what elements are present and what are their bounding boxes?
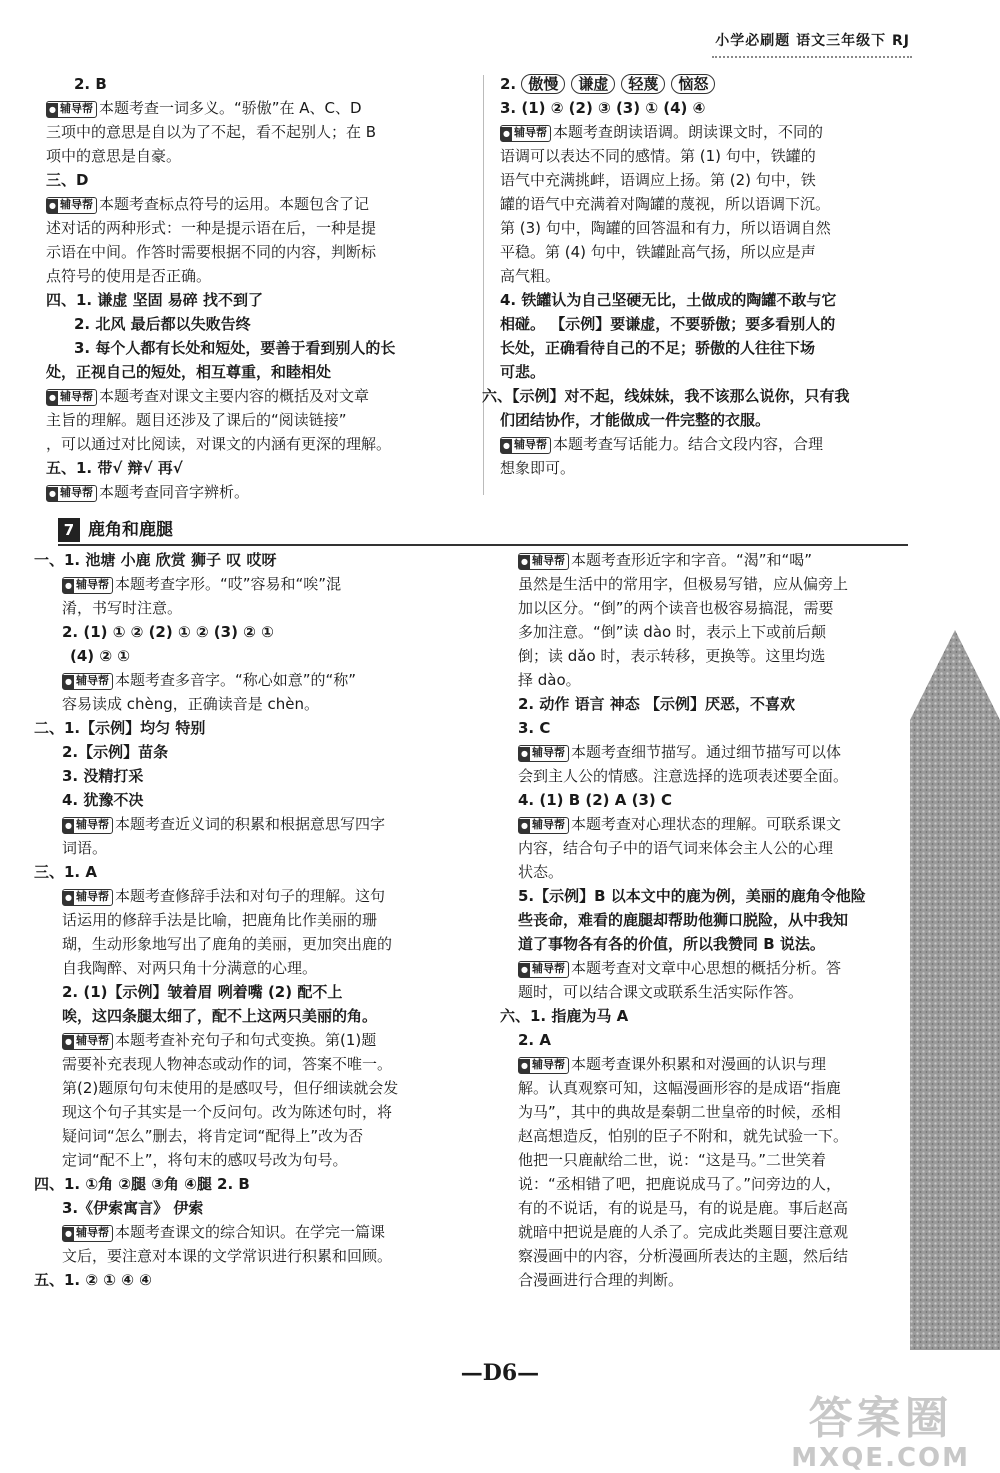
tutor-tag: ● 辅导帮 xyxy=(518,553,569,570)
line-text: (4) ② ① xyxy=(70,647,130,665)
line-text: 词语。 xyxy=(62,839,108,857)
line-text: 三、D xyxy=(46,171,89,189)
tutor-tag: ● 辅导帮 xyxy=(518,817,569,834)
answer-line xyxy=(34,548,474,572)
line-text: 五、1. ② ① ④ ④ xyxy=(34,1271,152,1289)
top-left-column xyxy=(46,72,471,504)
tutor-tag: ● 辅导帮 xyxy=(62,577,113,594)
line-text: 解。认真观察可知，这幅漫画形容的是成语“指鹿 xyxy=(518,1079,841,1097)
answer-line xyxy=(34,1076,474,1100)
line-text: 本题考查课文的综合知识。在学完一篇课 xyxy=(114,1223,385,1241)
line-text: 点符号的使用是否正确。 xyxy=(46,267,212,285)
line-text: 2. B xyxy=(74,75,107,93)
line-text: 可悲。 xyxy=(500,363,546,381)
line-text: 虽然是生活中的常用字，但极易写错，应从偏旁上 xyxy=(518,575,849,593)
answer-line xyxy=(518,1076,918,1100)
answer-chip: 恼怒 xyxy=(671,74,715,94)
answer-line xyxy=(34,1124,474,1148)
answer-line xyxy=(518,692,918,716)
answer-line xyxy=(518,620,918,644)
line-text: 本题考查形近字和字音。“渴”和“喝” xyxy=(570,551,813,569)
answer-line xyxy=(500,456,920,480)
tutor-tag: ● 辅导帮 xyxy=(46,197,97,214)
line-text: 本题考查修辞手法和对句子的理解。这句 xyxy=(114,887,385,905)
line-text: 2. 北风 最后都以失败告终 xyxy=(74,315,251,333)
explanation-line xyxy=(518,956,918,980)
explanation-line xyxy=(500,432,920,456)
line-text: 第 (3) 句中，陶罐的回答温和有力，所以语调自然 xyxy=(500,219,831,237)
explanation-line xyxy=(46,96,471,120)
line-text: 容易读成 chèng，正确读音是 chèn。 xyxy=(62,695,320,713)
watermark-url: MXQE.COM xyxy=(791,1443,970,1473)
line-text: 自我陶醉、对两只角十分满意的心理。 xyxy=(62,959,318,977)
answer-line xyxy=(46,288,471,312)
line-text: 五、1. 带√ 辩√ 再√ xyxy=(46,459,183,477)
header-rule xyxy=(712,56,912,58)
line-text: 本题考查补充句子和句式变换。第(1)题 xyxy=(114,1031,377,1049)
tutor-tag: ● 辅导帮 xyxy=(500,437,551,454)
explanation-line xyxy=(46,384,471,408)
answer-line xyxy=(500,240,920,264)
explanation-line xyxy=(518,812,918,836)
line-text: 2. A xyxy=(518,1031,551,1049)
tutor-tag: ● 辅导帮 xyxy=(518,745,569,762)
line-text: 话运用的修辞手法是比喻，把鹿角比作美丽的珊 xyxy=(62,911,378,929)
watermark-logo-text: 答案圈 xyxy=(808,1393,953,1444)
answer-line xyxy=(482,384,920,408)
line-text: 高气粗。 xyxy=(500,267,561,285)
tutor-tag: ● 辅导帮 xyxy=(62,673,113,690)
tutor-tag: ● 辅导帮 xyxy=(46,389,97,406)
line-text: 倒；读 dǎo 时，表示转移，更换等。这里均选 xyxy=(518,647,826,665)
line-text: 四、1. ①角 ②腿 ③角 ④腿 2. B xyxy=(34,1175,250,1193)
answer-line xyxy=(500,216,920,240)
answer-line xyxy=(34,788,474,812)
line-text: 3. (1) ② (2) ③ (3) ① (4) ④ xyxy=(500,99,706,117)
tutor-tag: ● 辅导帮 xyxy=(518,961,569,978)
answer-line xyxy=(46,456,471,480)
running-header: 小学必刷题 语文三年级下 RJ xyxy=(715,33,910,49)
section-title xyxy=(58,518,908,546)
explanation-line xyxy=(46,192,471,216)
tutor-tag: ● 辅导帮 xyxy=(62,889,113,906)
answer-line xyxy=(34,932,474,956)
answer-chips xyxy=(521,75,721,93)
line-text: 本题考查细节描写。通过细节描写可以体 xyxy=(570,743,841,761)
top-right-column xyxy=(482,72,920,480)
page-number: —D6— xyxy=(460,1360,540,1386)
answer-line xyxy=(34,956,474,980)
answer-line xyxy=(46,168,471,192)
line-text: 本题考查对心理状态的理解。可联系课文 xyxy=(570,815,841,833)
line-text: 一、1. 池塘 小鹿 欣赏 狮子 叹 哎呀 xyxy=(34,551,277,569)
answer-line xyxy=(518,1196,918,1220)
line-text: 示语在中间。作答时需要根据不同的内容，判断标 xyxy=(46,243,377,261)
answer-line xyxy=(46,336,471,360)
answer-line xyxy=(500,288,920,312)
answer-chip: 谦虚 xyxy=(571,74,615,94)
answer-line xyxy=(500,408,920,432)
line-text: 本题考查对课文主要内容的概括及对文章 xyxy=(98,387,369,405)
answer-line xyxy=(500,312,920,336)
line-text: 平稳。第 (4) 句中，铁罐趾高气扬，所以应是声 xyxy=(500,243,816,261)
line-text: 第(2)题原句句末使用的是感叹号，但仔细读就会发 xyxy=(62,1079,399,1097)
answer-line xyxy=(46,312,471,336)
line-text: 淆，书写时注意。 xyxy=(62,599,183,617)
line-text: 本题考查一词多义。“骄傲”在 A、C、D xyxy=(98,99,362,117)
answer-line xyxy=(34,1052,474,1076)
answer-chips-row xyxy=(500,72,920,96)
answer-line xyxy=(34,1100,474,1124)
line-text: 2. 动作 语言 神态 【示例】厌恶，不喜欢 xyxy=(518,695,796,713)
answer-line xyxy=(34,1148,474,1172)
line-text: 赵高想造反，怕别的臣子不附和，就先试验一下。 xyxy=(518,1127,849,1145)
line-text: 择 dào。 xyxy=(518,671,581,689)
answer-line xyxy=(518,980,918,1004)
explanation-line xyxy=(500,120,920,144)
line-text: 六、1. 指鹿为马 A xyxy=(500,1007,629,1025)
line-text: 有的不说话，有的说是马，有的说是鹿。事后赵高 xyxy=(518,1199,849,1217)
answer-line xyxy=(518,1244,918,1268)
line-text: 需要补充表现人物神态或动作的词，答案不唯一。 xyxy=(62,1055,393,1073)
line-text: ，可以通过对比阅读，对课文的内涵有更深的理解。 xyxy=(46,435,392,453)
answer-line xyxy=(518,572,918,596)
answer-line xyxy=(34,908,474,932)
section-label: 鹿角和鹿腿 xyxy=(88,520,173,540)
answer-line xyxy=(518,932,918,956)
line-text: 相碰。 【示例】要谦虚，不要骄傲；要多看别人的 xyxy=(500,315,836,333)
answer-line xyxy=(34,716,474,740)
explanation-line xyxy=(518,1052,918,1076)
explanation-line xyxy=(34,812,474,836)
line-text: 3.《伊索寓言》 伊索 xyxy=(62,1199,204,1217)
explanation-line xyxy=(34,1028,474,1052)
line-text: 2.【示例】苗条 xyxy=(62,743,169,761)
answer-line xyxy=(518,668,918,692)
line-text: 项中的意思是自豪。 xyxy=(46,147,182,165)
answer-line xyxy=(46,144,471,168)
explanation-line xyxy=(34,668,474,692)
decorative-texture-banner xyxy=(910,630,1000,1350)
answer-line xyxy=(518,644,918,668)
answer-line xyxy=(500,192,920,216)
line-text: 状态。 xyxy=(518,863,564,881)
answer-line xyxy=(34,1196,474,1220)
explanation-line xyxy=(46,480,471,504)
line-text: 道了事物各有各的价值，所以我赞同 B 说法。 xyxy=(518,935,825,953)
chips-prefix: 2. xyxy=(500,75,517,93)
line-text: 定词“配不上”，将句末的感叹号改为句号。 xyxy=(62,1151,348,1169)
answer-line xyxy=(34,740,474,764)
line-text: 四、1. 谦虚 坚固 易碎 找不到了 xyxy=(46,291,264,309)
line-text: 唉，这四条腿太细了，配不上这两只美丽的角。 xyxy=(62,1007,378,1025)
tutor-tag: ● 辅导帮 xyxy=(62,817,113,834)
column-divider xyxy=(483,75,484,495)
line-text: 题时，可以结合课文或联系生活实际作答。 xyxy=(518,983,804,1001)
line-text: 三、1. A xyxy=(34,863,97,881)
answer-line xyxy=(34,764,474,788)
answer-line xyxy=(518,836,918,860)
answer-line xyxy=(500,144,920,168)
explanation-line xyxy=(34,1220,474,1244)
line-text: 现这个句子其实是一个反问句。改为陈述句时，将 xyxy=(62,1103,393,1121)
line-text: 2. (1)【示例】皱着眉 咧着嘴 (2) 配不上 xyxy=(62,983,343,1001)
tutor-tag: ● 辅导帮 xyxy=(62,1033,113,1050)
line-text: 5.【示例】B 以本文中的鹿为例，美丽的鹿角令他险 xyxy=(518,887,866,905)
line-text: 2. (1) ① ② (2) ① ② (3) ② ① xyxy=(62,623,274,641)
answer-line xyxy=(34,620,474,644)
line-text: 本题考查写话能力。结合文段内容，合理 xyxy=(552,435,823,453)
answer-line xyxy=(518,1124,918,1148)
line-text: 为马”，其中的典故是秦朝二世皇帝的时候，丞相 xyxy=(518,1103,841,1121)
line-text: 本题考查标点符号的运用。本题包含了记 xyxy=(98,195,369,213)
answer-line xyxy=(500,1004,918,1028)
tutor-tag: ● 辅导帮 xyxy=(46,101,97,118)
line-text: 本题考查字形。“哎”容易和“唉”混 xyxy=(114,575,342,593)
answer-line xyxy=(518,884,918,908)
explanation-line xyxy=(518,740,918,764)
answer-line xyxy=(518,1148,918,1172)
answer-line xyxy=(46,120,471,144)
line-text: 本题考查课外积累和对漫画的认识与理 xyxy=(570,1055,826,1073)
line-text: 合漫画进行合理的判断。 xyxy=(518,1271,684,1289)
answer-line xyxy=(46,360,471,384)
line-text: 三项中的意思是自以为了不起，看不起别人；在 B xyxy=(46,123,377,141)
answer-line xyxy=(34,836,474,860)
line-text: 内容，结合句子中的语气词来体会主人公的心理 xyxy=(518,839,834,857)
answer-line xyxy=(518,1100,918,1124)
answer-line xyxy=(518,716,918,740)
line-text: 4. (1) B (2) A (3) C xyxy=(518,791,672,809)
line-text: 本题考查多音字。“称心如意”的“称” xyxy=(114,671,357,689)
line-text: 3. C xyxy=(518,719,551,737)
explanation-line xyxy=(34,572,474,596)
line-text: 就暗中把说是鹿的人杀了。完成此类题目要注意观 xyxy=(518,1223,849,1241)
answer-line xyxy=(34,980,474,1004)
answer-line xyxy=(518,860,918,884)
line-text: 本题考查近义词的积累和根据意思写四字 xyxy=(114,815,385,833)
answer-line xyxy=(500,336,920,360)
line-text: 本题考查对文章中心思想的概括分析。答 xyxy=(570,959,841,977)
answer-line xyxy=(500,96,920,120)
answer-line xyxy=(500,168,920,192)
tutor-tag: ● 辅导帮 xyxy=(518,1057,569,1074)
line-text: 想象即可。 xyxy=(500,459,576,477)
answer-line xyxy=(518,596,918,620)
line-text: 加以区分。“倒”的两个读音也极容易搞混，需要 xyxy=(518,599,834,617)
section-number: 7 xyxy=(58,518,80,542)
explanation-line xyxy=(34,884,474,908)
line-text: 瑚，生动形象地写出了鹿角的美丽，更加突出鹿的 xyxy=(62,935,393,953)
line-text: 疑问词“怎么”删去，将肯定词“配得上”改为否 xyxy=(62,1127,364,1145)
line-text: 他把一只鹿献给二世，说：“这是马。”二世笑着 xyxy=(518,1151,827,1169)
line-text: 罐的语气中充满着对陶罐的蔑视，所以语调下沉。 xyxy=(500,195,831,213)
line-text: 些丧命，难看的鹿腿却帮助他狮口脱险，从中我知 xyxy=(518,911,849,929)
line-text: 们团结协作，才能做成一件完整的衣服。 xyxy=(500,411,771,429)
answer-line xyxy=(518,908,918,932)
tutor-tag: ● 辅导帮 xyxy=(46,485,97,502)
answer-line xyxy=(518,1028,918,1052)
answer-chip: 傲慢 xyxy=(521,74,565,94)
line-text: 会到主人公的情感。注意选择的选项表述要全面。 xyxy=(518,767,849,785)
tutor-tag: ● 辅导帮 xyxy=(500,125,551,142)
answer-line xyxy=(46,408,471,432)
bottom-left-column xyxy=(34,548,474,1292)
line-text: 3. 没精打采 xyxy=(62,767,144,785)
answer-line xyxy=(34,692,474,716)
answer-line xyxy=(518,1220,918,1244)
answer-line xyxy=(518,764,918,788)
line-text: 察漫画中的内容，分析漫画所表达的主题，然后结 xyxy=(518,1247,849,1265)
answer-line xyxy=(34,860,474,884)
line-text: 语调可以表达不同的感情。第 (1) 句中，铁罐的 xyxy=(500,147,816,165)
line-text: 说：“丞相错了吧，把鹿说成马了。”问旁边的人， xyxy=(518,1175,842,1193)
answer-line xyxy=(518,1268,918,1292)
bottom-right-column xyxy=(500,548,918,1292)
answer-line xyxy=(500,360,920,384)
line-text: 二、1.【示例】均匀 特别 xyxy=(34,719,206,737)
answer-chip: 轻蔑 xyxy=(621,74,665,94)
answer-line xyxy=(518,788,918,812)
answer-line xyxy=(34,1244,474,1268)
answer-line xyxy=(518,1172,918,1196)
line-text: 主旨的理解。题目还涉及了课后的“阅读链接” xyxy=(46,411,347,429)
line-text: 语气中充满挑衅，语调应上扬。第 (2) 句中，铁 xyxy=(500,171,816,189)
answer-line xyxy=(46,264,471,288)
answer-line xyxy=(34,1004,474,1028)
line-text: 处，正视自己的短处，相互尊重，和睦相处 xyxy=(46,363,332,381)
answer-line xyxy=(46,432,471,456)
explanation-line xyxy=(518,548,918,572)
line-text: 本题考查同音字辨析。 xyxy=(98,483,249,501)
line-text: 本题考查朗读语调。朗读课文时，不同的 xyxy=(552,123,823,141)
line-text: 长处，正确看待自己的不足；骄傲的人往往下场 xyxy=(500,339,816,357)
line-text: 3. 每个人都有长处和短处，要善于看到别人的长 xyxy=(74,339,396,357)
answer-line xyxy=(46,216,471,240)
answer-line xyxy=(34,1172,474,1196)
answer-line xyxy=(500,264,920,288)
answer-line xyxy=(46,240,471,264)
answer-line xyxy=(46,72,471,96)
answer-line xyxy=(34,1268,474,1292)
line-text: 多加注意。“倒”读 dào 时，表示上下或前后颠 xyxy=(518,623,826,641)
answer-line xyxy=(34,644,474,668)
line-text: 六、【示例】对不起，线妹妹，我不该那么说你，只有我 xyxy=(482,387,850,405)
line-text: 文后，要注意对本课的文学常识进行积累和回顾。 xyxy=(62,1247,393,1265)
line-text: 4. 犹豫不决 xyxy=(62,791,144,809)
line-text: 述对话的两种形式：一种是提示语在后，一种是提 xyxy=(46,219,377,237)
watermark xyxy=(791,1395,970,1473)
answer-line xyxy=(34,596,474,620)
tutor-tag: ● 辅导帮 xyxy=(62,1225,113,1242)
line-text: 4. 铁罐认为自己坚硬无比，土做成的陶罐不敢与它 xyxy=(500,291,837,309)
